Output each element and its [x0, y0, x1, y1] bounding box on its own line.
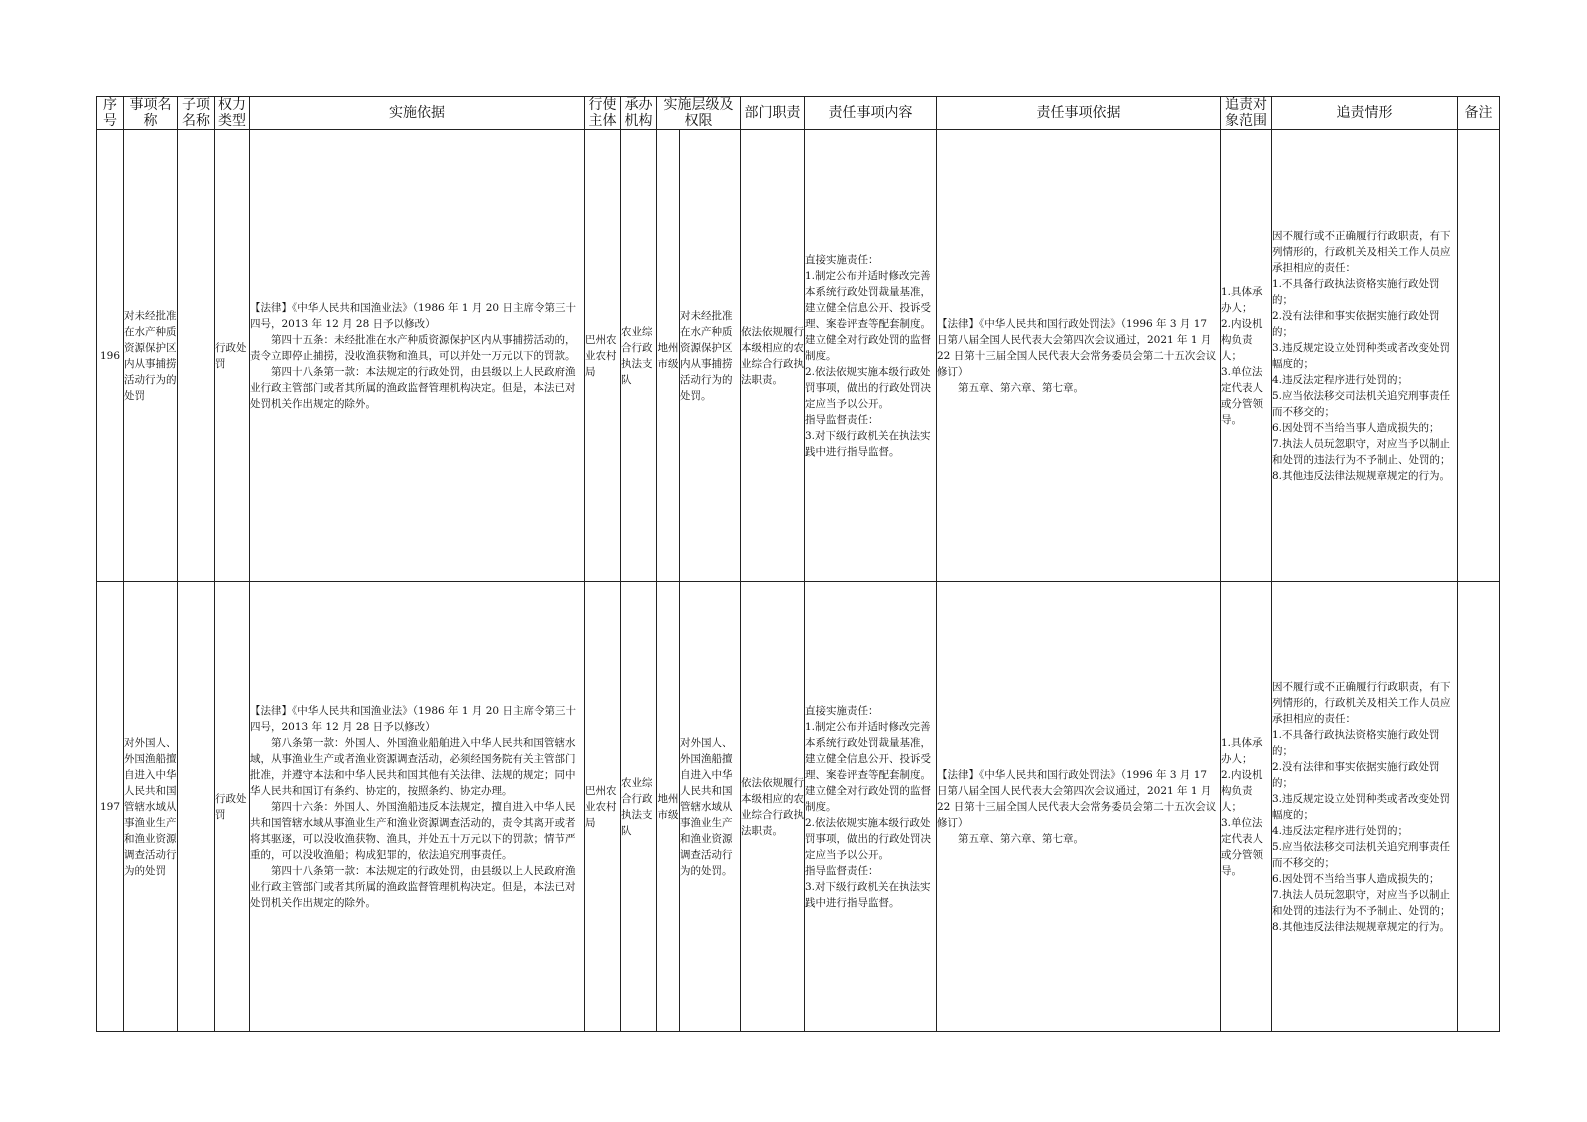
duty-cell: 依法依规履行本级相应的农业综合行政执法职责。	[741, 582, 805, 1032]
header-seq: 序号	[97, 97, 124, 130]
sub-name-cell	[178, 582, 215, 1032]
seq-cell: 197	[97, 582, 124, 1032]
level-cell: 地州市级	[657, 582, 680, 1032]
table-row	[97, 582, 1500, 1032]
table-row	[97, 130, 1500, 582]
seq-cell: 196	[97, 130, 124, 582]
duty-cell: 依法依规履行本级相应的农业综合行政执法职责。	[741, 130, 805, 582]
power-type-cell: 行政处罚	[215, 130, 250, 582]
basis-line: 【法律】《中华人民共和国渔业法》（1986 年 1 月 20 日主席令第三十四号，2013 年 12 月 28 日予以修改）	[250, 301, 576, 330]
resp-basis-cell	[937, 130, 1221, 582]
agency-cell: 农业综合行政执法支队	[621, 582, 657, 1032]
level-cell: 地州市级	[657, 130, 680, 582]
subject-cell: 巴州农业农村局	[585, 582, 621, 1032]
header-sub-name: 子项名称	[178, 97, 215, 130]
item-name-cell: 对未经批准在水产种质资源保护区内从事捕捞活动行为的处罚	[124, 130, 178, 582]
basis-line: 第四十五条：未经批准在水产种质资源保护区内从事捕捞活动的，责令立即停止捕捞，没收渔获物和渔具，可以并处一万元以下的罚款。	[250, 333, 576, 362]
acc-scope-cell: 1.具体承办人； 2.内设机构负责人； 3.单位法定代表人或分管领导。	[1221, 130, 1272, 582]
subject-cell: 巴州农业农村局	[585, 130, 621, 582]
header-remark: 备注	[1458, 97, 1500, 130]
resp-basis-line: 【法律】《中华人民共和国行政处罚法》（1996 年 3 月 17 日第八届全国人民代表大会第四次会议通过，2021 年 1 月 22 日第十三届全国人民代表大会常务委员会第二十五次会议修订）	[937, 317, 1217, 378]
header-subject: 行使主体	[585, 97, 621, 130]
header-resp-basis: 责任事项依据	[937, 97, 1221, 130]
authority-cell: 对未经批准在水产种质资源保护区内从事捕捞活动行为的处罚。	[680, 130, 741, 582]
item-name-cell: 对外国人、外国渔船擅自进入中华人民共和国管辖水域从事渔业生产和渔业资源调查活动行为的处罚	[124, 582, 178, 1032]
resp-basis-line: 第五章、第六章、第七章。	[958, 381, 1084, 394]
resp-basis-line: 第五章、第六章、第七章。	[958, 832, 1084, 845]
acc-cases-cell: 因不履行或不正确履行行政职责，有下列情形的，行政机关及相关工作人员应承担相应的责任： 1.不具备行政执法资格实施行政处罚的； 2.没有法律和事实依据实施行政处罚的； 3.违反规定设立处罚种类或者改变处罚幅度的； 4.违反法定程序进行处罚的； 5.应当依法移交司法机关追究刑事责任而不移交的； 6.因处罚不当给当事人造成损失的； 7.执法人员玩忽职守，对应当予以制止和处罚的违法行为不予制止、处罚的； 8.其他违反法律法规规章规定的行为。	[1272, 582, 1458, 1032]
resp-basis-cell	[937, 582, 1221, 1032]
header-item-name: 事项名称	[124, 97, 178, 130]
acc-cases-cell: 因不履行或不正确履行行政职责，有下列情形的，行政机关及相关工作人员应承担相应的责任： 1.不具备行政执法资格实施行政处罚的； 2.没有法律和事实依据实施行政处罚的； 3.违反规定设立处罚种类或者改变处罚幅度的； 4.违反法定程序进行处罚的； 5.应当依法移交司法机关追究刑事责任而不移交的； 6.因处罚不当给当事人造成损失的； 7.执法人员玩忽职守，对应当予以制止和处罚的违法行为不予制止、处罚的； 8.其他违反法律法规规章规定的行为。	[1272, 130, 1458, 582]
acc-scope-cell: 1.具体承办人； 2.内设机构负责人； 3.单位法定代表人或分管领导。	[1221, 582, 1272, 1032]
basis-line: 第四十八条第一款：本法规定的行政处罚，由县级以上人民政府渔业行政主管部门或者其所属的渔政监督管理机构决定。但是，本法已对处罚机关作出规定的除外。	[250, 864, 576, 909]
remark-cell	[1458, 582, 1500, 1032]
resp-basis-line: 【法律】《中华人民共和国行政处罚法》（1996 年 3 月 17 日第八届全国人民代表大会第四次会议通过，2021 年 1 月 22 日第十三届全国人民代表大会常务委员会第二十五次会议修订）	[937, 768, 1217, 829]
basis-line: 第八条第一款：外国人、外国渔业船舶进入中华人民共和国管辖水域，从事渔业生产或者渔业资源调查活动，必须经国务院有关主管部门批准，并遵守本法和中华人民共和国其他有关法律、法规的规定；同中华人民共和国订有条约、协定的，按照条约、协定办理。	[250, 736, 576, 797]
basis-line: 第四十六条：外国人、外国渔船违反本法规定，擅自进入中华人民共和国管辖水域从事渔业生产和渔业资源调查活动的，责令其离开或者将其驱逐，可以没收渔获物、渔具，并处五十万元以下的罚款；情节严重的，可以没收渔船；构成犯罪的，依法追究刑事责任。	[250, 800, 576, 861]
basis-line: 第四十八条第一款：本法规定的行政处罚，由县级以上人民政府渔业行政主管部门或者其所属的渔政监督管理机构决定。但是，本法已对处罚机关作出规定的除外。	[250, 365, 576, 410]
remark-cell	[1458, 130, 1500, 582]
header-acc-scope: 追责对象范围	[1221, 97, 1272, 130]
basis-line: 【法律】《中华人民共和国渔业法》（1986 年 1 月 20 日主席令第三十四号，2013 年 12 月 28 日予以修改）	[250, 704, 576, 733]
responsibility-table	[96, 96, 1500, 1032]
basis-cell	[250, 130, 585, 582]
header-duty: 部门职责	[741, 97, 805, 130]
header-resp-content: 责任事项内容	[805, 97, 937, 130]
header-agency: 承办机构	[621, 97, 657, 130]
header-row	[97, 97, 1500, 130]
resp-content-cell: 直接实施责任： 1.制定公布并适时修改完善本系统行政处罚裁量基准，建立健全信息公开、投诉受理、案卷评查等配套制度。建立健全对行政处罚的监督制度。 2.依法依规实施本级行政处罚事项，做出的行政处罚决定应当予以公开。 指导监督责任： 3.对下级行政机关在执法实践中进行指导监督。	[805, 130, 937, 582]
basis-cell	[250, 582, 585, 1032]
resp-content-cell: 直接实施责任： 1.制定公布并适时修改完善本系统行政处罚裁量基准，建立健全信息公开、投诉受理、案卷评查等配套制度。建立健全对行政处罚的监督制度。 2.依法依规实施本级行政处罚事项，做出的行政处罚决定应当予以公开。 指导监督责任： 3.对下级行政机关在执法实践中进行指导监督。	[805, 582, 937, 1032]
header-power-type: 权力类型	[215, 97, 250, 130]
header-basis: 实施依据	[250, 97, 585, 130]
header-acc-cases: 追责情形	[1272, 97, 1458, 130]
authority-cell: 对外国人、外国渔船擅自进入中华人民共和国管辖水域从事渔业生产和渔业资源调查活动行为的处罚。	[680, 582, 741, 1032]
power-type-cell: 行政处罚	[215, 582, 250, 1032]
header-level: 实施层级及权限	[657, 97, 741, 130]
sub-name-cell	[178, 130, 215, 582]
agency-cell: 农业综合行政执法支队	[621, 130, 657, 582]
